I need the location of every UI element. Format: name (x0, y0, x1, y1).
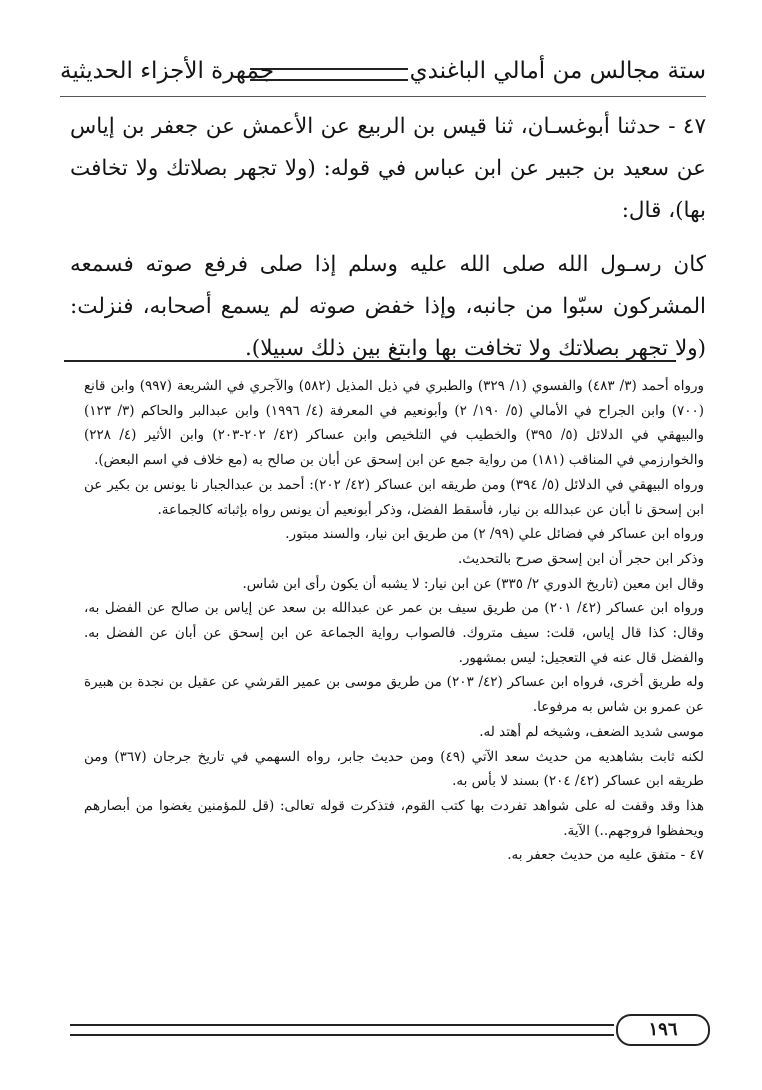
page-number: ١٩٦ (616, 1014, 710, 1046)
hadith-isnad: ٤٧ - حدثنا أبوغسـان، ثنا قيس بن الربيع عن الأعمش عن جعفر بن إياس عن سعيد بن جبير عن ابن عباس في قوله: (ولا تجهر بصلاتك ولا تخافت بها)، قال: (70, 114, 706, 223)
page-footer (70, 1014, 710, 1048)
hadith-text (70, 106, 706, 370)
page-header (60, 54, 706, 94)
footnotes (84, 374, 704, 868)
footnote-paragraph: وذكر ابن حجر أن ابن إسحق صرح بالتحديث. (457, 550, 704, 567)
footnote-paragraph: ورواه ابن عساكر (٤٢/ ٢٠١) من طريق سيف بن عمر عن عبدالله بن سعد عن إياس بن صالح عن الفضل به، وقال: كذا قال إياس، قلت: سيف متروك. فالصواب رواية الجماعة عن ابن إسحق عن أبان عن الفضل به. والفضل قال عنه في التعجيل: ليس بمشهور. (84, 600, 705, 666)
series-title: جمهرة الأجزاء الحديثية (60, 58, 275, 84)
book-title: ستة مجالس من أمالي الباغندي (409, 58, 706, 84)
footnote-paragraph: ورواه ابن عساكر في فضائل علي (٩٩/ ٢) من طريق ابن نيار، والسند مبتور. (285, 526, 704, 543)
footnote-paragraph: هذا وقد وقفت له على شواهد تفردت بها كتب القوم، فتذكرت قوله تعالى: (قل للمؤمنين يغضوا من أبصارهم ويحفظوا فروجهم..) الآية. (84, 797, 704, 839)
footer-double-rule (70, 1024, 614, 1036)
footnote-separator (64, 360, 676, 362)
footnote-paragraph: وله طريق أخرى، فرواه ابن عساكر (٤٢/ ٢٠٣) من طريق موسى بن عمير القرشي عن عقيل بن نجدة بن هبيرة عن عمرو بن شاس به مرفوعا. (84, 674, 704, 716)
footnote-paragraph: ورواه البيهقي في الدلائل (٥/ ٣٩٤) ومن طريقه ابن عساكر (٤٢/ ٢٠٢): أحمد بن عبدالجبار نا يونس بن بكير عن ابن إسحق نا أبان عن عبدالله بن نيار، فأسقط الفضل، وذكر أبونعيم أن يونس رواه بإثباته كالجماعة. (84, 476, 704, 518)
footnote-paragraph: وقال ابن معين (تاريخ الدوري ٢/ ٣٣٥) عن ابن نيار: لا يشبه أن يكون رأى ابن شاس. (242, 575, 704, 592)
footnote-paragraph: ٤٧ - متفق عليه من حديث جعفر به. (507, 847, 704, 864)
hadith-matn: كان رسـول الله صلى الله عليه وسلم إذا صلى فرفع صوته فسمعه المشركون سبّوا من جانبه، وإذا خفض صوته لم يسمع أصحابه، فنزلت: (ولا تجهر بصلاتك ولا تخافت بها وابتغ بين ذلك سبيلا). (70, 252, 706, 361)
footnote-paragraph: لكنه ثابت بشاهديه من حديث سعد الآتي (٤٩) ومن حديث جابر، رواه السهمي في تاريخ جرجان (٣٦٧) ومن طريقه ابن عساكر (٤٢/ ٢٠٤) بسند لا بأس به. (84, 748, 704, 790)
footnote-paragraph: ورواه أحمد (٣/ ٤٨٣) والفسوي (١/ ٣٢٩) والطبري في ذيل المذيل (٥٨٢) والآجري في الشريعة (٩٩٧) وابن قانع (٧٠٠) وابن الجراح في الأمالي (٥/ ١٩٠/ ٢) وأبونعيم في المعرفة (٤/ ١٩٩٦) وابن عبدالبر والحاكم (٣/ ١٢٣) والبيهقي في الدلائل (٥/ ٣٩٥) والخطيب في التلخيص وابن عساكر (٤٢/ ٢٠٢-٢٠٣) وابن الأثير (٤/ ٢٢٨) والخوارزمي في المناقب (١٨١) من رواية جمع عن ابن إسحق عن أبان بن صالح به (مع خلاف في اسم البعض). (84, 378, 705, 469)
header-underline (60, 96, 706, 97)
footnote-paragraph: موسى شديد الضعف، وشيخه لم أهتد له. (479, 723, 704, 740)
